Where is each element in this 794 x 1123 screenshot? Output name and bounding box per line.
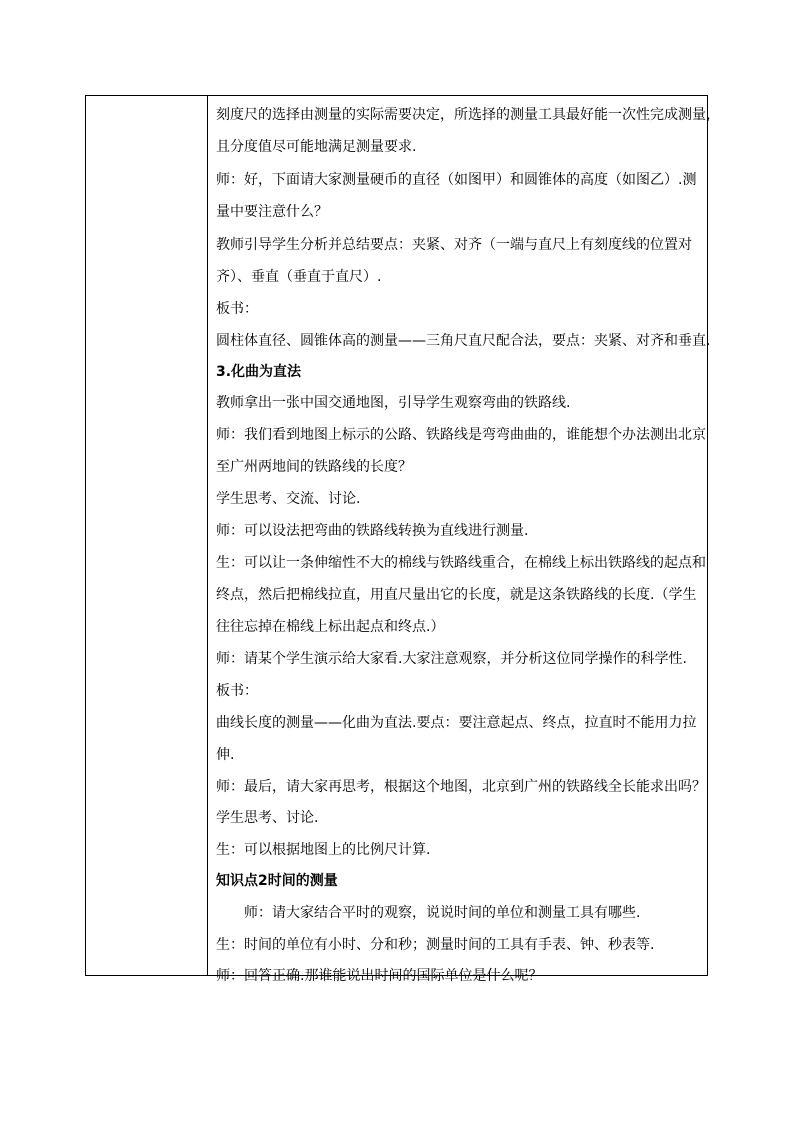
text-line: 学生思考、讨论.: [216, 810, 319, 826]
text-line: 学生思考、交流、讨论.: [216, 491, 361, 507]
text-line: 齐）、垂直（垂直于直尺）.: [216, 269, 382, 285]
text-line: 刻度尺的选择由测量的实际需要决定，所选择的测量工具最好能一次性完成测量，: [216, 107, 720, 123]
text-line: 往往忘掉在棉线上标出起点和终点.）: [216, 619, 445, 635]
column-divider: [207, 96, 208, 975]
text-line: 教师引导学生分析并总结要点：夹紧、对齐（一端与直尺上有刻度线的位置对: [216, 237, 692, 253]
lesson-table: [85, 95, 720, 984]
text-line: 板书：: [216, 683, 258, 699]
text-line: 圆柱体直径、圆锥体高的测量——三角尺直尺配合法，要点：夹紧、对齐和垂直.: [216, 333, 711, 349]
text-line: 教师拿出一张中国交通地图，引导学生观察弯曲的铁路线.: [216, 395, 571, 411]
text-line: 师：回答正确.那谁能说出时间的国际单位是什么呢？: [216, 968, 543, 984]
section-heading: 3.化曲为直法: [216, 364, 302, 380]
text-line: 板书：: [216, 301, 258, 317]
text-line: 伸.: [216, 747, 235, 763]
text-line: 生：可以让一条伸缩性不大的棉线与铁路线重合，在棉线上标出铁路线的起点和: [216, 555, 706, 571]
text-line: 师：可以设法把弯曲的铁路线转换为直线进行测量.: [216, 523, 529, 539]
text-line: 曲线长度的测量——化曲为直法.要点：要注意起点、终点，拉直时不能用力拉: [216, 715, 697, 731]
text-line: 师：请某个学生演示给大家看.大家注意观察，并分析这位同学操作的科学性.: [216, 651, 687, 667]
text-line: 师：我们看到地图上标示的公路、铁路线是弯弯曲曲的，谁能想个办法测出北京: [216, 427, 706, 443]
text-line: 终点，然后把棉线拉直，用直尺量出它的长度，就是这条铁路线的长度.（学生: [216, 587, 697, 603]
section-heading: 知识点2时间的测量: [216, 873, 338, 889]
text-line: 师：最后，请大家再思考，根据这个地图，北京到广州的铁路线全长能求出吗？: [216, 779, 706, 795]
text-line: 生：可以根据地图上的比例尺计算.: [216, 842, 431, 858]
text-line: 且分度值尽可能地满足测量要求.: [216, 139, 417, 155]
text-line: 量中要注意什么？: [216, 204, 328, 220]
text-line: 生：时间的单位有小时、分和秒；测量时间的工具有手表、钟、秒表等.: [216, 937, 655, 953]
text-line: 师：请大家结合平时的观察，说说时间的单位和测量工具有哪些.: [244, 905, 641, 921]
text-line: 至广州两地间的铁路线的长度？: [216, 459, 412, 475]
text-line: 师：好，下面请大家测量硬币的直径（如图甲）和圆锥体的高度（如图乙）.测: [216, 172, 697, 188]
